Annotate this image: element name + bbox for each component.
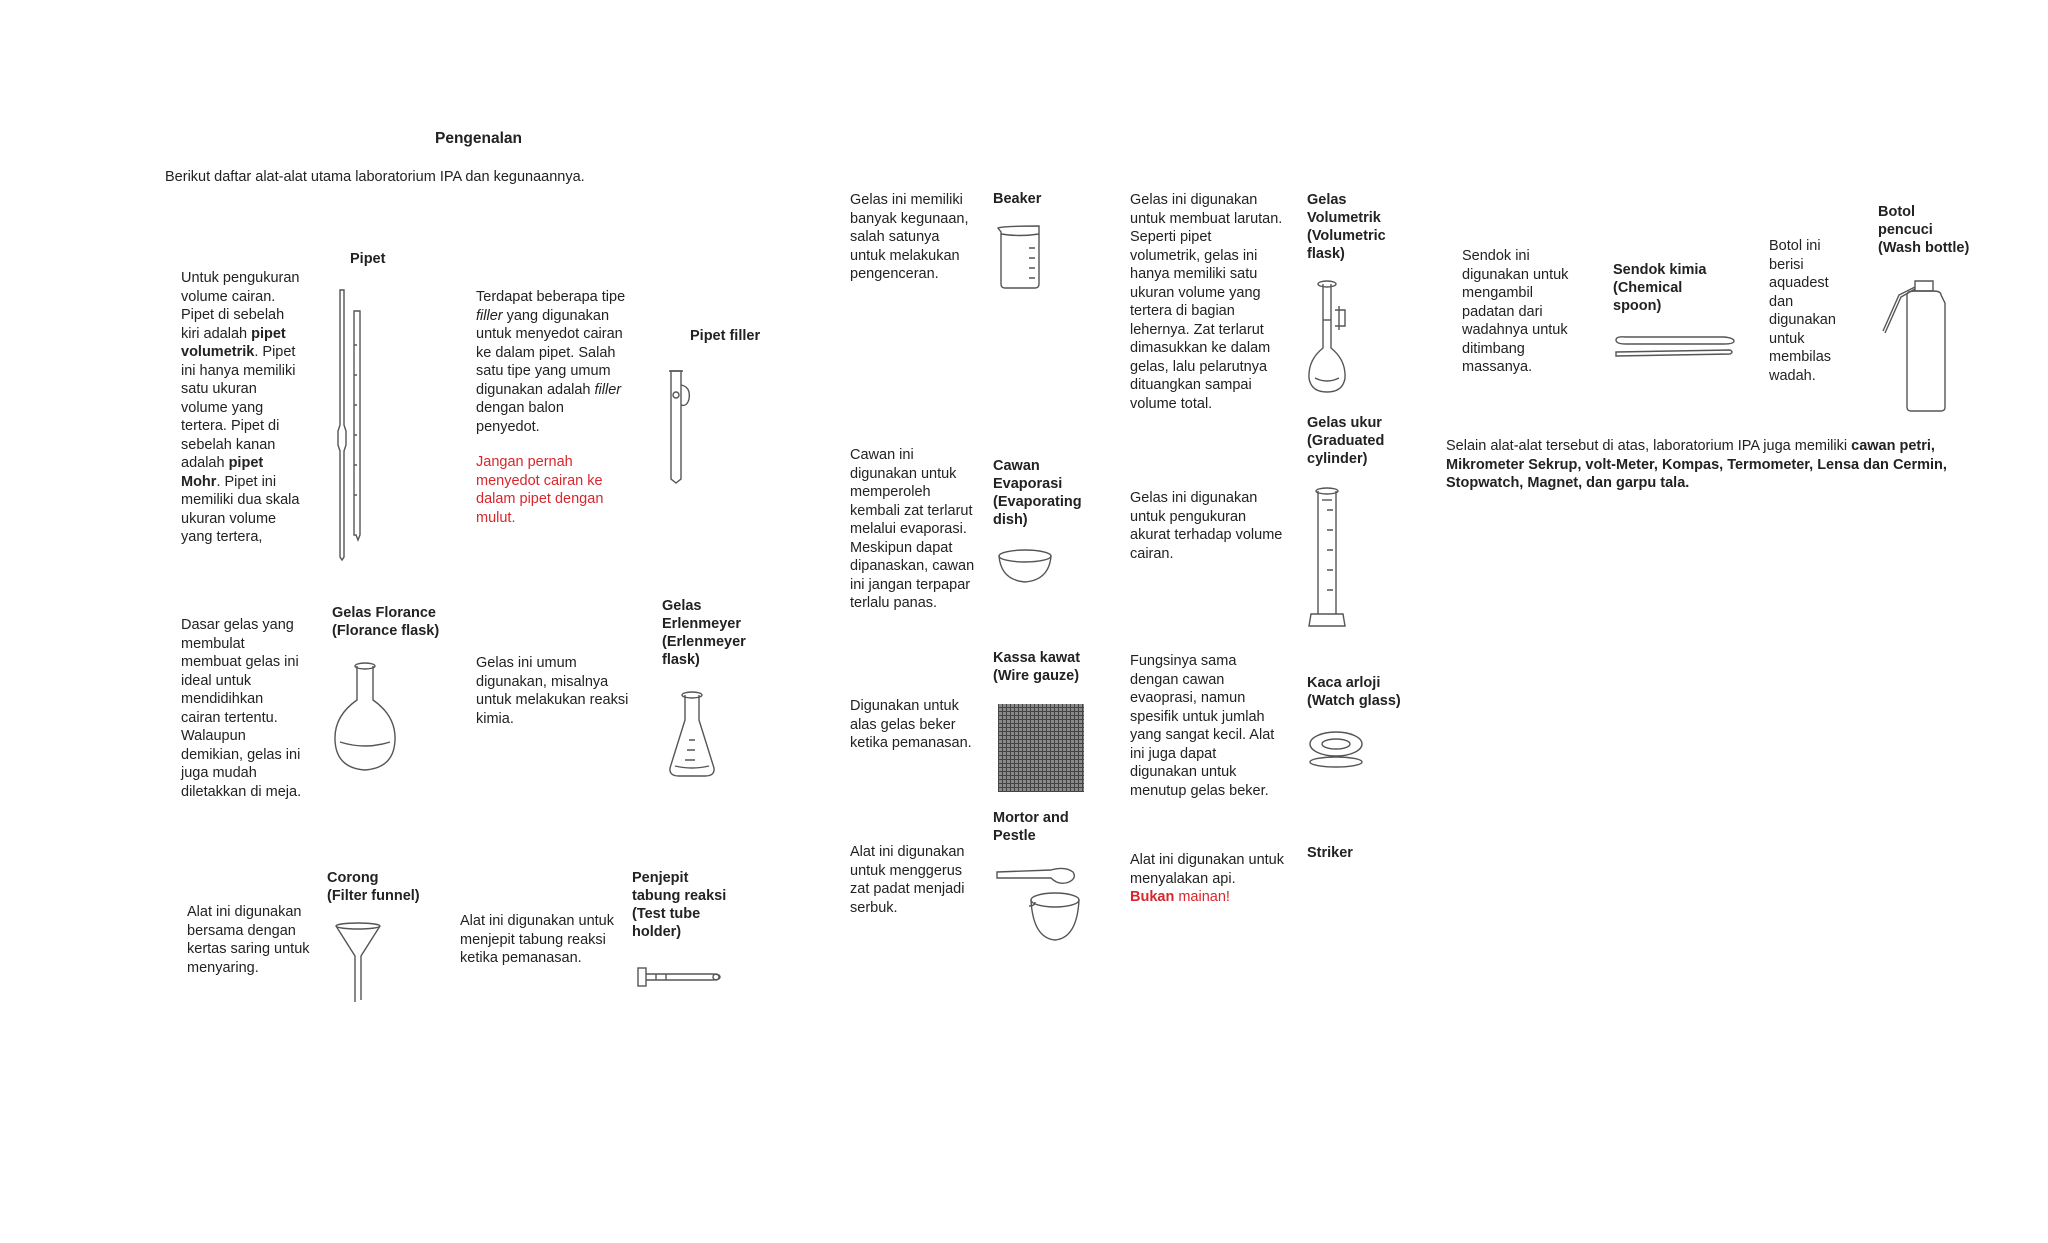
kassa-kawat-label: Kassa kawat (Wire gauze)	[993, 650, 1081, 684]
erlenmeyer-label: Gelas Erlenmeyer (Erlenmeyer flask)	[662, 598, 746, 668]
beaker-description: Gelas ini memiliki banyak kegunaan, salah satunya untuk melakukan pengenceran.	[850, 192, 969, 282]
cawan-evaporasi-label: Cawan Evaporasi (Evaporating dish)	[993, 458, 1082, 528]
botol-pencuci-label: Botol pencuci (Wash bottle)	[1878, 204, 1970, 256]
pipet-filler-icon	[665, 365, 695, 485]
pipet-filler-warning: Jangan pernah menyedot cairan ke dalam pipet dengan mulut.	[476, 454, 604, 526]
striker-label: Striker	[1307, 845, 1353, 861]
evaporating-dish-icon	[997, 548, 1053, 586]
kaca-arloji-label: Kaca arloji (Watch glass)	[1307, 675, 1401, 709]
pipet-filler-description: Terdapat beberapa tipe filler yang digunakan untuk menyedot cairan ke dalam pipet. Salah satu tipe yang umum digunakan adalah filler dengan balon penyedot.	[476, 289, 626, 435]
penjepit-description: Alat ini digunakan untuk menjepit tabung reaksi ketika pemanasan.	[460, 913, 614, 966]
test-tube-holder-icon	[636, 962, 726, 992]
sendok-kimia-label: Sendok kimia (Chemical spoon)	[1613, 262, 1707, 314]
gelas-ukur-label: Gelas ukur (Graduated cylinder)	[1307, 415, 1385, 467]
corong-label: Corong (Filter funnel)	[327, 870, 420, 904]
kaca-arloji-description: Fungsinya sama dengan cawan evaoprasi, namun spesifik untuk jumlah yang sangat kecil. Alat ini juga dapat digunakan untuk menutup gelas beker.	[1130, 653, 1275, 799]
botol-pencuci-description: Botol ini berisi aquadest dan digunakan untuk membilas wadah.	[1769, 238, 1836, 384]
florance-flask-label: Gelas Florance (Florance flask)	[332, 605, 440, 639]
penjepit-label: Penjepit tabung reaksi (Test tube holder)	[632, 870, 727, 940]
erlenmeyer-flask-icon	[665, 690, 720, 780]
corong-description: Alat ini digunakan bersama dengan kertas saring untuk menyaring.	[187, 904, 310, 976]
wash-bottle-icon	[1877, 275, 1967, 415]
wire-gauze-icon	[998, 704, 1084, 792]
erlenmeyer-description: Gelas ini umum digunakan, misalnya untuk melakukan reaksi kimia.	[476, 655, 629, 727]
page-title: Pengenalan	[435, 130, 522, 147]
pipet-label: Pipet	[350, 251, 386, 267]
graduated-cylinder-icon	[1307, 486, 1347, 631]
pipet-description: Untuk pengukuran volume cairan. Pipet di sebelah kiri adalah pipet volumetrik. Pipet ini hanya memiliki satu ukuran volume yang tertera. Pipet di sebelah kanan adalah pipet Mohr. Pipet ini memiliki dua skala ukuran volume yang tertera,	[181, 270, 300, 545]
florance-flask-icon	[330, 660, 400, 775]
intro-text: Berikut daftar alat-alat utama laboratorium IPA dan kegunaannya.	[165, 169, 585, 185]
mortar-pestle-icon	[995, 862, 1080, 947]
mortar-pestle-label: Mortor and Pestle	[993, 810, 1069, 844]
cawan-evaporasi-description: Cawan ini digunakan untuk memperoleh kembali zat terlarut melalui evaporasi. Meskipun dapat dipanaskan, cawan ini jangan terpapar terlalu panas.	[850, 447, 975, 611]
watch-glass-icon	[1308, 730, 1364, 770]
volumetric-flask-description: Gelas ini digunakan untuk membuat larutan. Seperti pipet volumetrik, gelas ini hanya memiliki satu ukuran volume yang tertera di bagian lehernya. Zat terlarut dimasukkan ke dalam gelas, lalu pelarutnya dituangkan sampai volume total.	[1130, 192, 1283, 412]
sendok-kimia-description: Sendok ini digunakan untuk mengambil padatan dari wadahnya untuk ditimbang massanya.	[1462, 248, 1569, 375]
mortar-pestle-description: Alat ini digunakan untuk menggerus zat padat menjadi serbuk.	[850, 844, 965, 916]
beaker-icon	[995, 224, 1045, 289]
striker-warning: Bukan mainan!	[1130, 889, 1230, 905]
striker-description: Alat ini digunakan untuk menyalakan api.	[1130, 852, 1284, 887]
beaker-label: Beaker	[993, 191, 1042, 207]
gelas-ukur-description: Gelas ini digunakan untuk pengukuran akurat terhadap volume cairan.	[1130, 490, 1283, 562]
volumetric-flask-icon	[1305, 280, 1360, 395]
florance-flask-description: Dasar gelas yang membulat membuat gelas ini ideal untuk mendidihkan cairan tertentu. Walaupun demikian, gelas ini juga mudah diletakkan di meja.	[181, 617, 302, 800]
kassa-kawat-description: Digunakan untuk alas gelas beker ketika pemanasan.	[850, 698, 972, 751]
filter-funnel-icon	[333, 922, 383, 1002]
chemical-spoon-icon	[1612, 334, 1738, 360]
pipet-filler-label: Pipet filler	[690, 328, 761, 344]
additional-equipment-note: Selain alat-alat tersebut di atas, laboratorium IPA juga memiliki cawan petri, Mikrometer Sekrup, volt-Meter, Kompas, Termometer, Lensa dan Cermin, Stopwatch, Magnet, dan garpu tala.	[1446, 438, 1947, 491]
pipet-icon	[330, 285, 370, 560]
volumetric-flask-label: Gelas Volumetrik (Volumetric flask)	[1307, 192, 1386, 262]
